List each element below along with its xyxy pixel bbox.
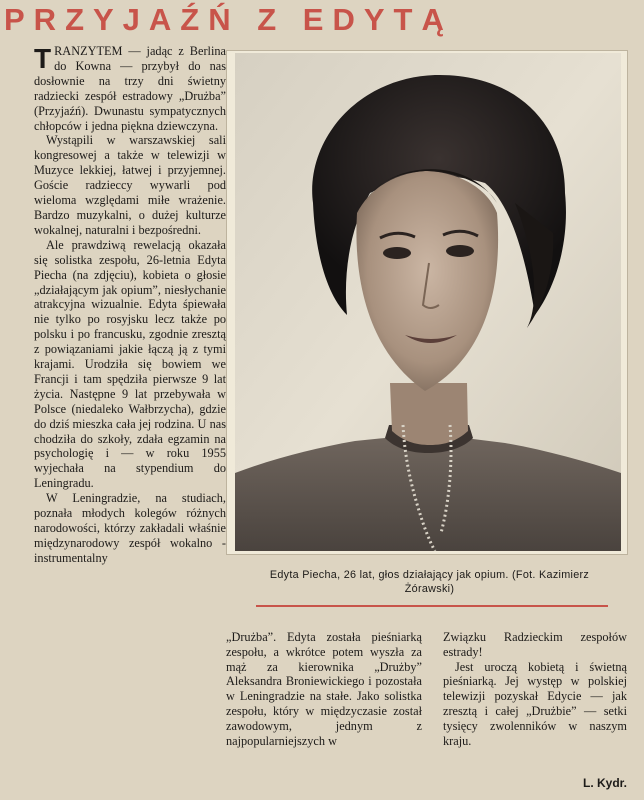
- article-paragraph: „Drużba”. Edyta została pieśniarką zespołu, a wkrótce potem wyszła za mąż za kierownika „Drużby” Aleksandra Broniewickiego i pozostała w Leningradzie na stałe. Jako solistka zespołu, który w międzyczasie został zawodowym, jednym z najpopularniejszych w: [226, 630, 422, 748]
- article-title: PRZYJAŹŃ Z EDYTĄ: [4, 2, 453, 37]
- article-right-column: [443, 630, 627, 800]
- photo-caption: Edyta Piecha, 26 lat, głos działający jak opium. (Fot. Kazimierz Żórawski): [269, 569, 590, 595]
- article-middle-column: [226, 630, 422, 800]
- article-paragraph: Jest uroczą kobietą i świetną pieśniarką. Jej występ w polskiej telewizji pozyskał Edycie — jak zresztą i całej „Drużbie” — setki tysięcy zwolenników w naszym kraju.: [443, 659, 627, 748]
- lead-paragraph: [34, 44, 226, 133]
- article-paragraph: Ale prawdziwą rewelacją okazała się solistka zespołu, 26-letnia Edyta Piecha (na zdjęciu), kobieta o głosie „działającym jak opium”, niesłychanie atrakcyjna wizualnie. Edyta śpiewała nie tylko po rosyjsku lecz także po polsku i po francusku, zgodnie zresztą z powiązaniami jakie łączą ją z tymi krajami. Urodziła się bowiem we Francji i tam spędziła pierwsze 9 lat życia. Następne 9 lat przebywała w Polsce (niedaleko Wałbrzycha), gdzie do dziś mieszka cała jej rodzina. U nas chodziła do szkoły, zdała egzamin na psychologię i — w roku 1955 wyjechała na stypendium do Leningradu.: [34, 237, 226, 491]
- photo-frame: [226, 50, 628, 555]
- caption-divider: [256, 605, 608, 607]
- lead-paragraph-text: RANZYTEM — jadąc z Berlina do Kowna — przybył do nas dosłownie na trzy dni świetny radziecki zespół estradowy „Drużba” (Przyjaźń). Dwunastu sympatycznych chłopców i jedna piękna dziewczyna.: [34, 44, 226, 133]
- drop-cap: T: [34, 44, 52, 74]
- article-paragraph: W Leningradzie, na studiach, poznała młodych kolegów różnych narodowości, którzy zakładali właśnie międzynarodowy zespół wokalno - instrumentalny: [34, 491, 226, 565]
- article-paragraph: Związku Radzieckim zespołów estrady!: [443, 630, 627, 659]
- author-signature: L. Kydr.: [582, 776, 627, 790]
- article-paragraph: Wystąpili w warszawskiej sali kongresowej a także w telewizji w Muzyce lekkiej, łatwej i przyjemnej. Goście radzieccy wywarli pod wieloma względami miłe wrażenie. Bardzo muzykalni, o dużej kulturze wokalnej, naturalni i bezpośredni.: [34, 133, 226, 237]
- portrait-photo: [235, 53, 621, 551]
- article-left-column: [34, 44, 226, 800]
